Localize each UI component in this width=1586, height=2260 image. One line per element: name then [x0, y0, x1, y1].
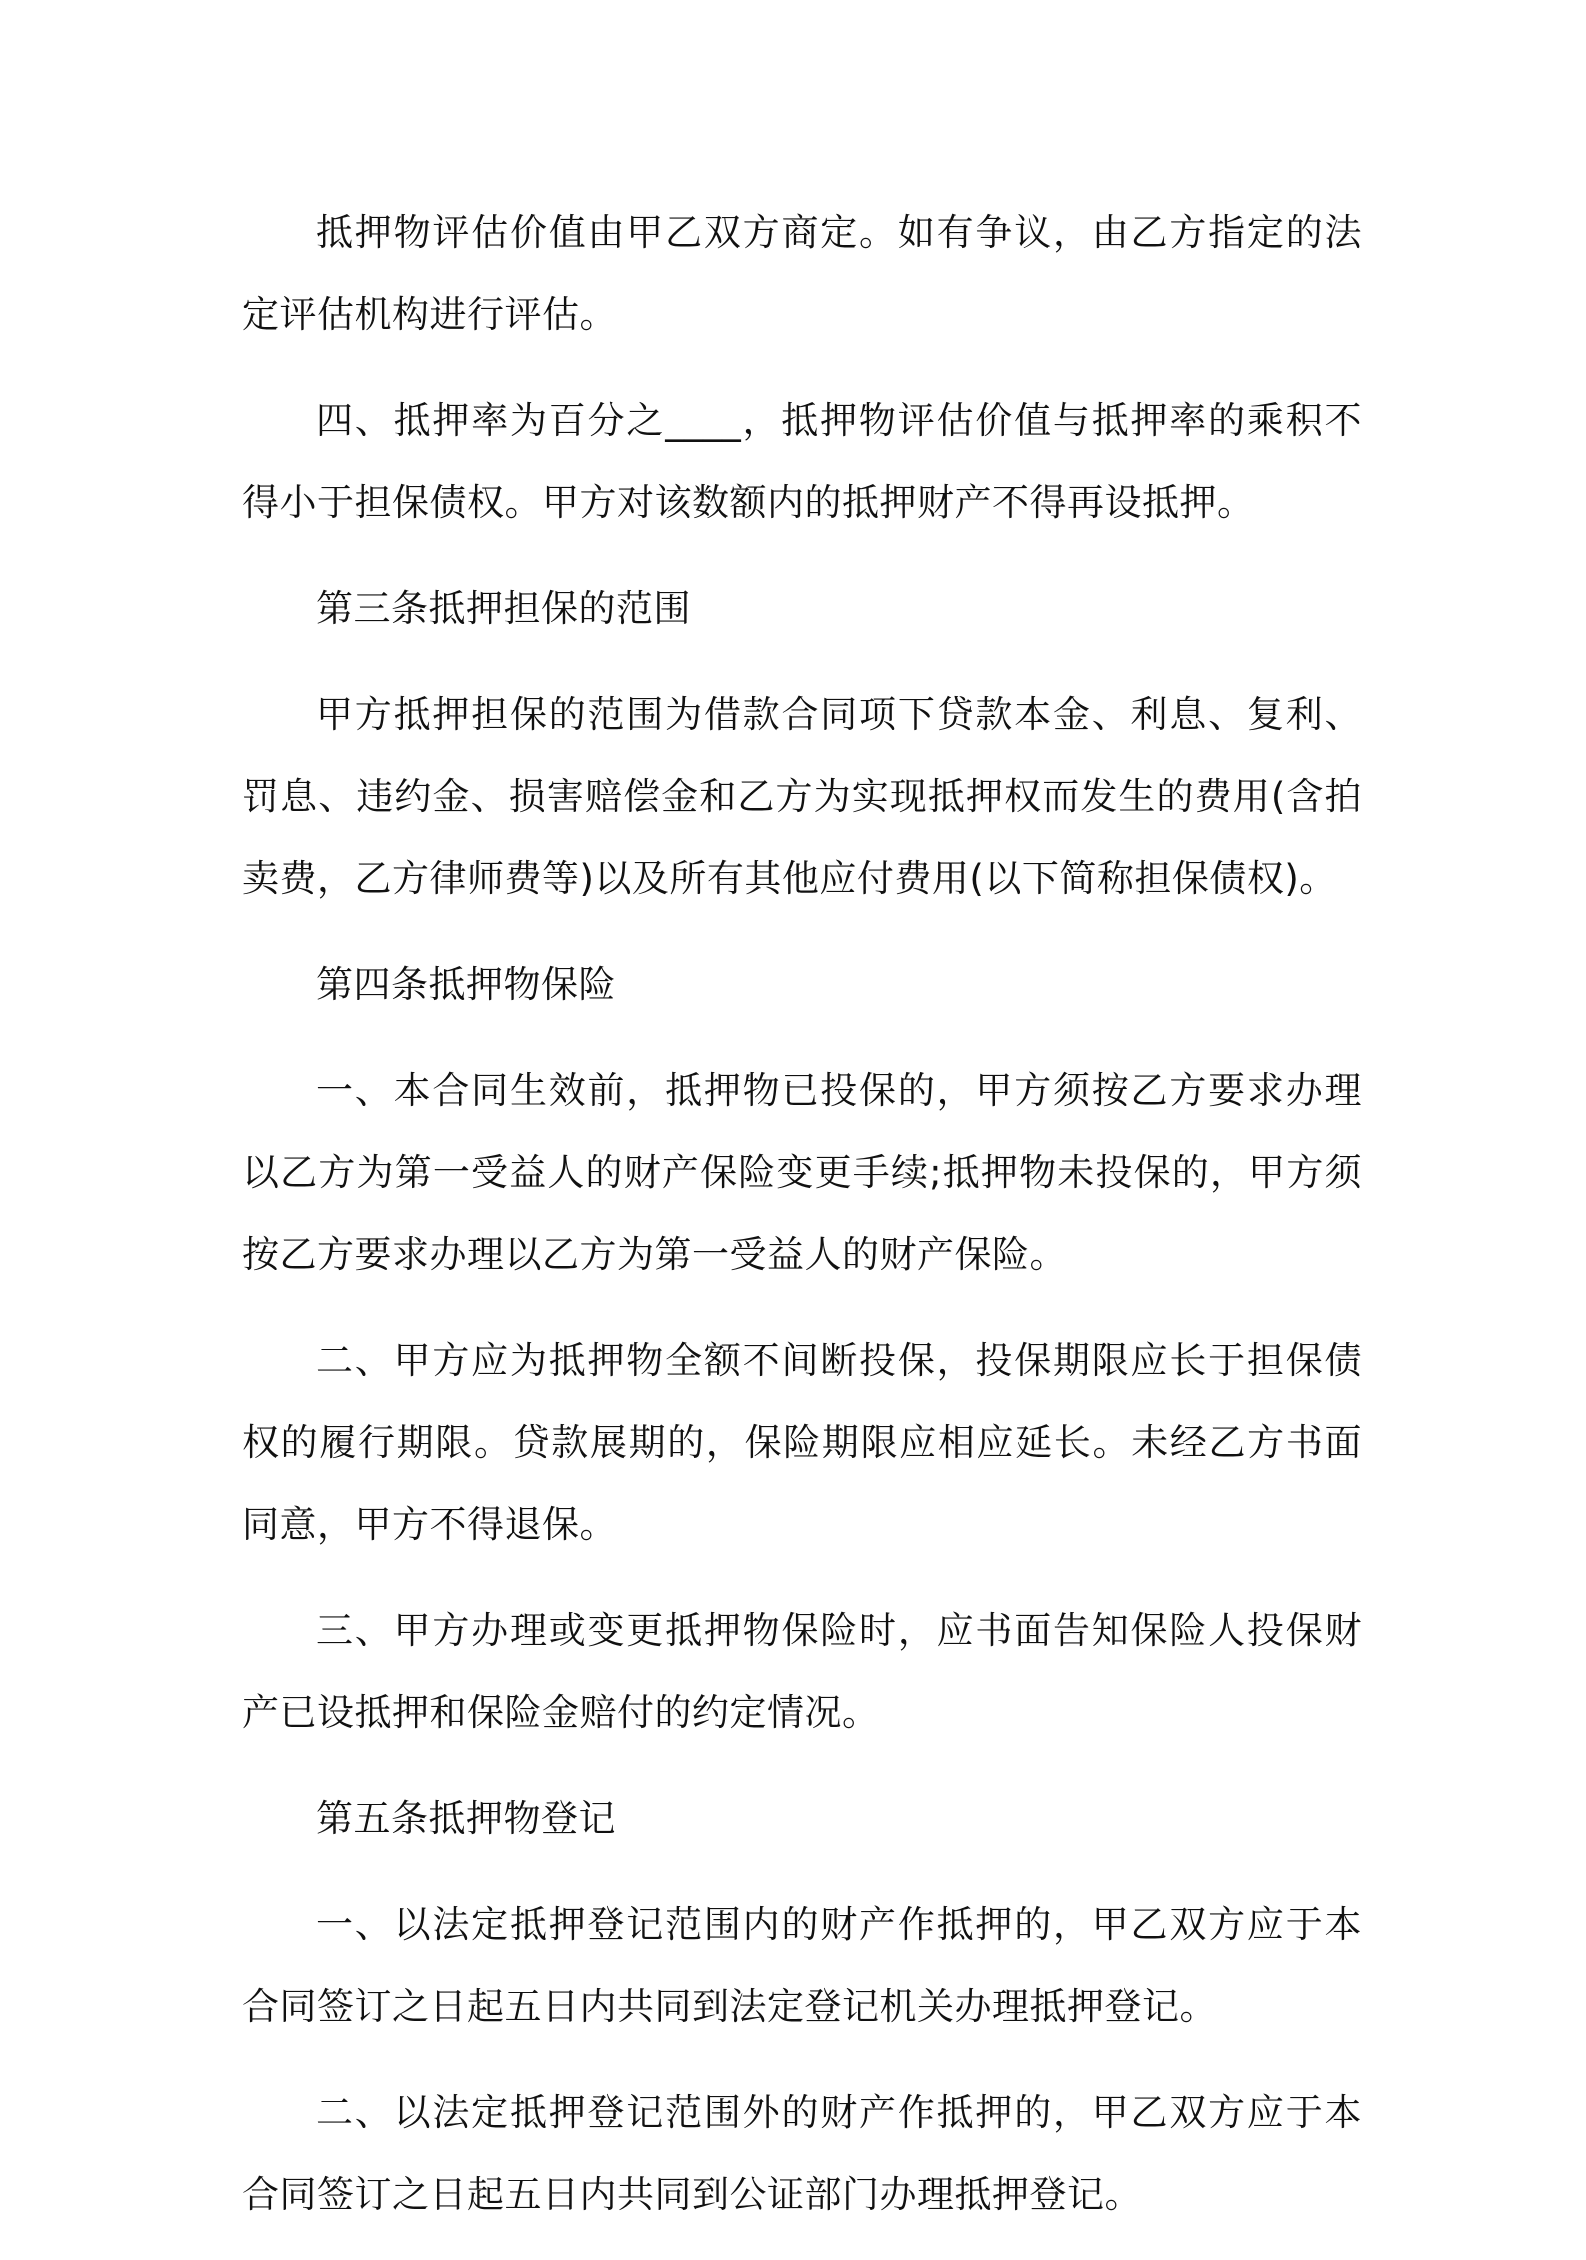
- paragraph-insurance-3: 三、甲方办理或变更抵押物保险时，应书面告知保险人投保财产已设抵押和保险金赔付的约定情况。: [242, 1609, 1362, 1734]
- paragraph-registration-2: 二、以法定抵押登记范围外的财产作抵押的，甲乙双方应于本合同签订之日起五日内共同到公证部门办理抵押登记。: [242, 2091, 1362, 2216]
- paragraph-mortgage-rate: 四、抵押率为百分之____，抵押物评估价值与抵押率的乘积不得小于担保债权。甲方对该数额内的抵押财产不得再设抵押。: [242, 399, 1362, 524]
- section-heading-article-4: 第四条抵押物保险: [316, 963, 616, 1006]
- section-heading-article-3: 第三条抵押担保的范围: [316, 587, 691, 630]
- paragraph-valuation: 抵押物评估价值由甲乙双方商定。如有争议，由乙方指定的法定评估机构进行评估。: [242, 211, 1362, 336]
- paragraph-registration-1: 一、以法定抵押登记范围内的财产作抵押的，甲乙双方应于本合同签订之日起五日内共同到法定登记机关办理抵押登记。: [242, 1903, 1362, 2028]
- paragraph-guarantee-scope: 甲方抵押担保的范围为借款合同项下贷款本金、利息、复利、罚息、违约金、损害赔偿金和乙方为实现抵押权而发生的费用(含拍卖费，乙方律师费等)以及所有其他应付费用(以下简称担保债权)。: [242, 693, 1362, 900]
- paragraph-insurance-1: 一、本合同生效前，抵押物已投保的，甲方须按乙方要求办理以乙方为第一受益人的财产保险变更手续;抵押物未投保的，甲方须按乙方要求办理以乙方为第一受益人的财产保险。: [242, 1069, 1362, 1276]
- paragraph-insurance-2: 二、甲方应为抵押物全额不间断投保，投保期限应长于担保债权的履行期限。贷款展期的，保险期限应相应延长。未经乙方书面同意，甲方不得退保。: [242, 1339, 1362, 1546]
- document-body: [242, 192, 1362, 2260]
- section-heading-article-5: 第五条抵押物登记: [316, 1797, 616, 1840]
